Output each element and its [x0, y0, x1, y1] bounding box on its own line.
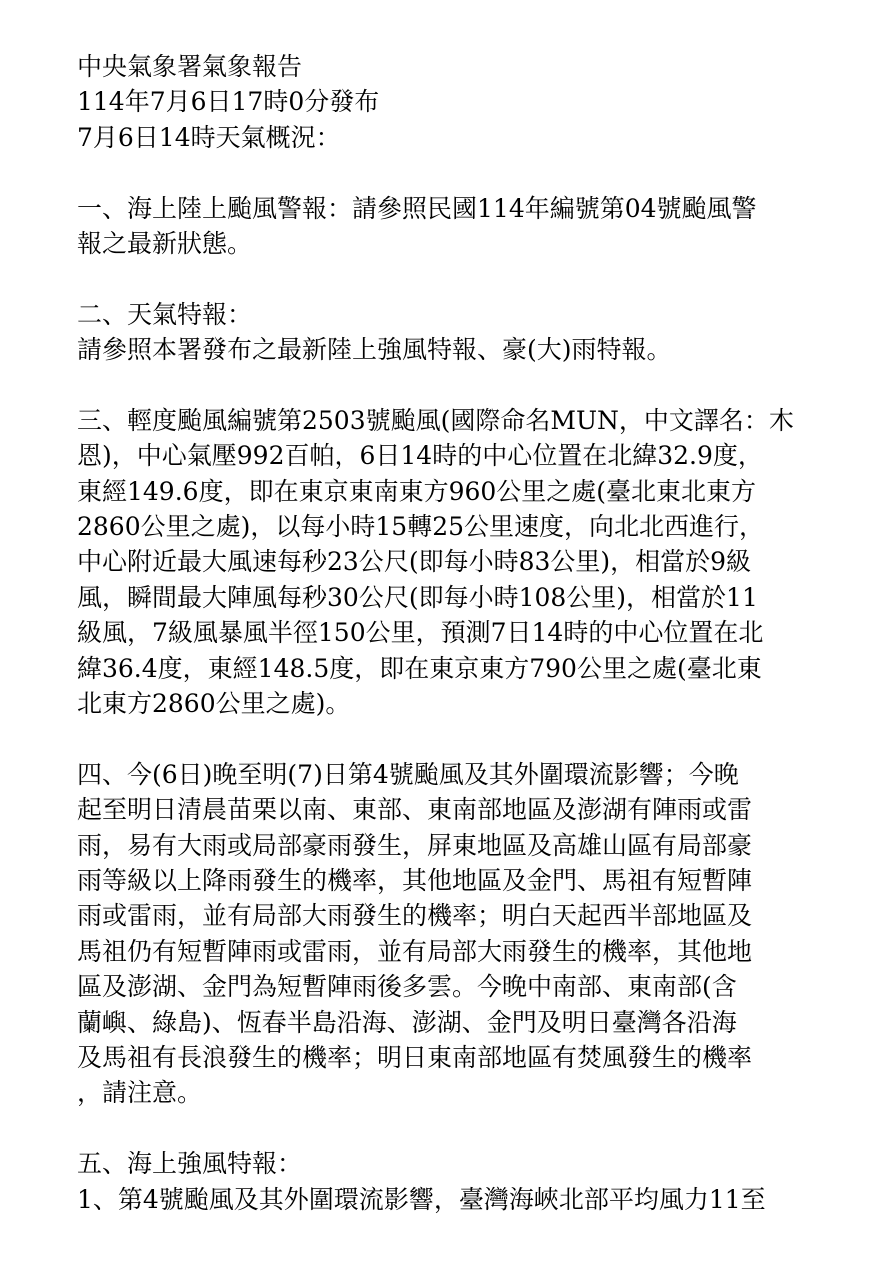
text-line: 三、輕度颱風編號第2503號颱風(國際命名MUN，中文譯名：木: [77, 405, 794, 435]
text-line: 蘭嶼、綠島)、恆春半島沿海、澎湖、金門及明日臺灣各沿海: [77, 1007, 737, 1037]
text-line: 1、第4號颱風及其外圍環流影響，臺灣海峽北部平均風力11至: [77, 1184, 766, 1214]
section-typhoon-mun: [77, 403, 822, 722]
text-line: 區及澎湖、金門為短暫陣雨後多雲。今晚中南部、東南部(含: [77, 972, 737, 1002]
issue-time: 114年7月6日17時0分發布: [77, 87, 380, 117]
paragraph-gap: [77, 155, 822, 190]
text-line: 級風，7級風暴風半徑150公里，預測7日14時的中心位置在北: [77, 618, 764, 648]
section-marine-wind: [77, 1146, 822, 1217]
text-line: 一、海上陸上颱風警報：請參照民國114年編號第04號颱風警: [77, 193, 757, 223]
section-weather-advisory: [77, 297, 822, 368]
text-line: 雨或雷雨，並有局部大雨發生的機率；明白天起西半部地區及: [77, 901, 753, 931]
text-line: 請參照本署發布之最新陸上強風特報、豪(大)雨特報。: [77, 335, 672, 365]
section-rain-forecast: [77, 757, 822, 1111]
text-line: 緯36.4度，東經148.5度，即在東京東方790公里之處(臺北東: [77, 653, 762, 683]
paragraph-gap: [77, 1111, 822, 1146]
text-line: 報之最新狀態。: [77, 228, 253, 258]
text-line: 起至明日清晨苗栗以南、東部、東南部地區及澎湖有陣雨或雷: [77, 795, 753, 825]
report-header: [77, 49, 822, 155]
text-line: 中心附近最大風速每秒23公尺(即每小時83公里)，相當於9級: [77, 547, 752, 577]
text-line: 東經149.6度，即在東京東南東方960公里之處(臺北東北東方: [77, 476, 757, 506]
text-line: 雨，易有大雨或局部豪雨發生，屏東地區及高雄山區有局部豪: [77, 830, 753, 860]
paragraph-gap: [77, 261, 822, 296]
paragraph-gap: [77, 368, 822, 403]
overview-heading: 7月6日14時天氣概況：: [77, 122, 341, 152]
section-typhoon-warning: [77, 191, 822, 262]
paragraph-gap: [77, 721, 822, 756]
text-line: 及馬祖有長浪發生的機率；明日東南部地區有焚風發生的機率: [77, 1042, 753, 1072]
weather-report-body: [77, 49, 822, 1217]
text-line: ，請注意。: [77, 1078, 203, 1108]
text-line: 風，瞬間最大陣風每秒30公尺(即每小時108公里)，相當於11: [77, 582, 758, 612]
text-line: 五、海上強風特報：: [77, 1149, 303, 1179]
text-line: 北東方2860公里之處)。: [77, 689, 351, 719]
text-line: 2860公里之處)，以每小時15轉25公里速度，向北北西進行，: [77, 512, 765, 542]
agency-title: 中央氣象署氣象報告: [77, 52, 303, 81]
text-line: 恩)，中心氣壓992百帕，6日14時的中心位置在北緯32.9度，: [77, 441, 763, 471]
text-line: 二、天氣特報：: [77, 299, 253, 329]
text-line: 馬祖仍有短暫陣雨或雷雨，並有局部大雨發生的機率，其他地: [77, 936, 753, 966]
text-line: 雨等級以上降雨發生的機率，其他地區及金門、馬祖有短暫陣: [77, 865, 753, 895]
text-line: 四、今(6日)晚至明(7)日第4號颱風及其外圍環流影響；今晚: [77, 759, 739, 789]
